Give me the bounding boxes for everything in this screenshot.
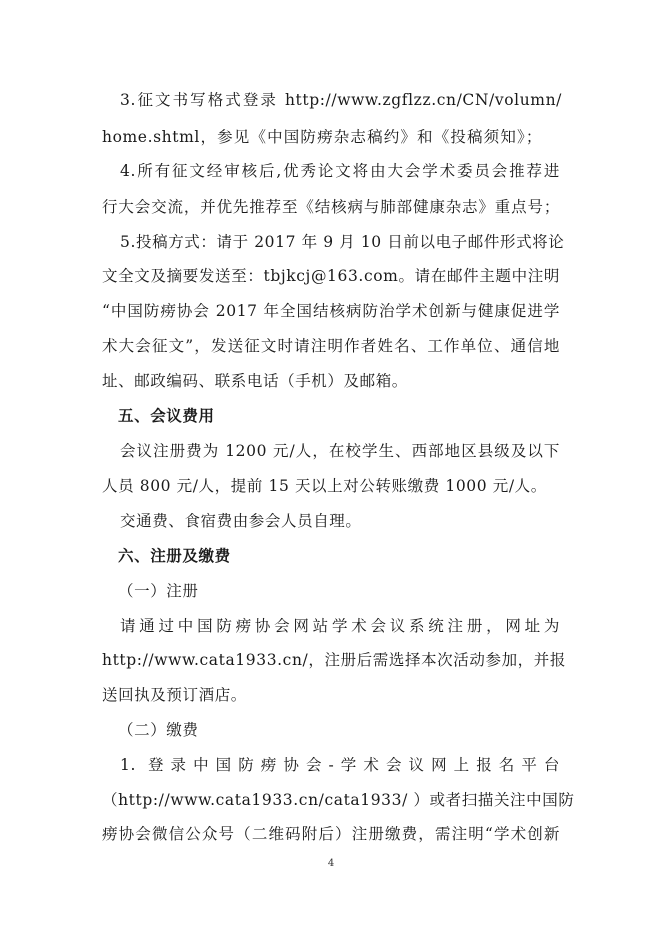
text-line: “中国防痨协会 2017 年全国结核病防治学术创新与健康促进学	[102, 302, 560, 320]
text-line: 人员 800 元/人，提前 15 天以上对公转账缴费 1000 元/人。	[102, 477, 547, 495]
text-line: 交通费、食宿费由参会人员自理。	[120, 512, 362, 530]
page-number: 4	[327, 858, 335, 869]
text-line: 术大会征文”，发送征文时请注明作者姓名、工作单位、通信地	[102, 337, 560, 355]
text-line: 会议注册费为 1200 元/人，在校学生、西部地区县级及以下	[120, 442, 560, 460]
text-line: home.shtml，参见《中国防痨杂志稿约》和《投稿须知》；	[102, 128, 542, 146]
text-line: 请通过中国防痨协会网站学术会议系统注册，网址为	[120, 617, 560, 635]
text-line: 址、邮政编码、联系电话（手机）及邮箱。	[102, 372, 408, 390]
text-line: 5.投稿方式：请于 2017 年 9 月 10 日前以电子邮件形式将论	[120, 233, 565, 251]
text-line: 3.征文书写格式登录 http://www.zgflzz.cn/CN/volumn/	[120, 91, 562, 109]
text-line: 文全文及摘要发送至：tbjkcj@163.com。请在邮件主题中注明	[102, 267, 560, 285]
subsection-heading: （一）注册	[118, 582, 199, 600]
text-line: 痨协会微信公众号（二维码附后）注册缴费，需注明“学术创新	[102, 825, 560, 843]
section-heading: 六、注册及缴费	[118, 546, 231, 565]
subsection-heading: （二）缴费	[118, 721, 199, 739]
text-line: 送回执及预订酒店。	[102, 686, 247, 704]
text-line: http://www.cata1933.cn/，注册后需选择本次活动参加，并报	[102, 651, 566, 669]
section-heading: 五、会议费用	[118, 406, 215, 425]
text-line: （http://www.cata1933.cn/cata1933/ ）或者扫描关注中国防	[102, 791, 575, 809]
text-line: 行大会交流，并优先推荐至《结核病与肺部健康杂志》重点号；	[102, 198, 560, 216]
text-line: 4.所有征文经审核后,优秀论文将由大会学术委员会推荐进	[120, 162, 560, 180]
text-line: 1. 登录中国防痨协会-学术会议网上报名平台	[120, 756, 560, 774]
